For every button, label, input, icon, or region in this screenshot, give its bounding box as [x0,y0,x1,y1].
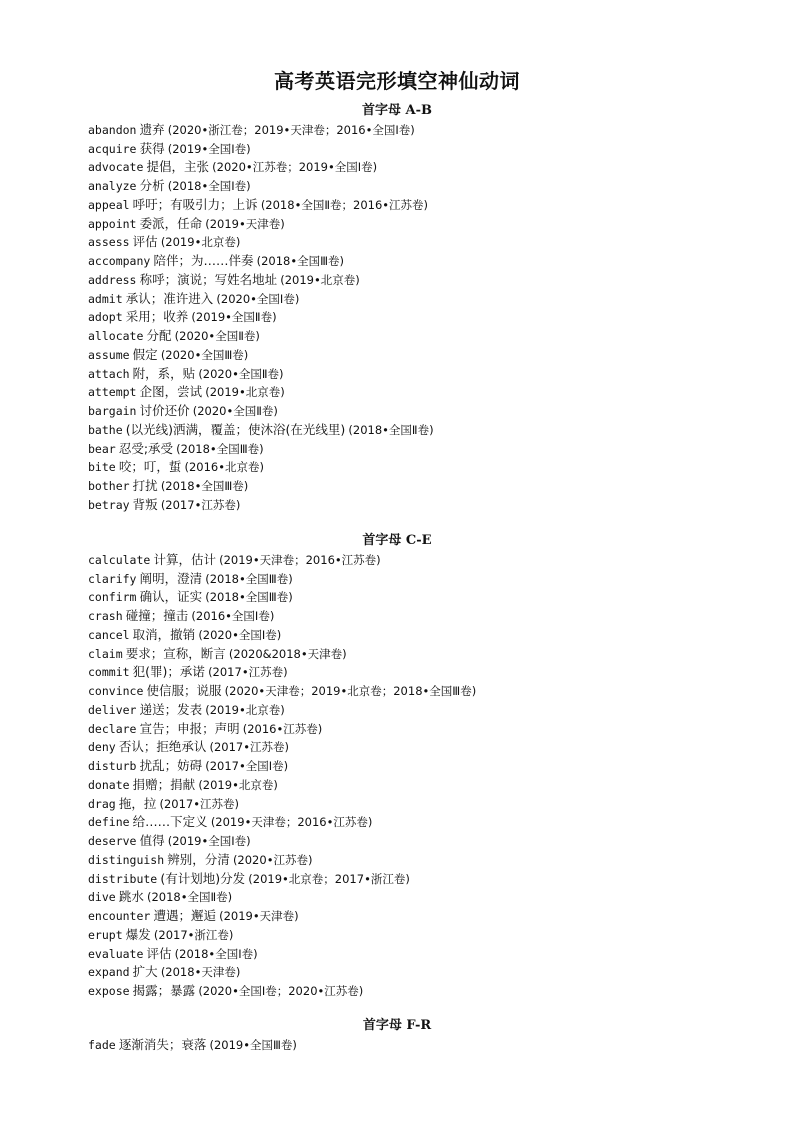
entry-meaning: 宣告；申报；声明 [139,720,240,736]
vocab-entry [88,945,768,964]
vocab-entry [88,720,768,739]
entry-meaning: 附，系，贴 [132,365,196,381]
vocab-entry [88,795,768,814]
entry-word: claim [88,646,123,661]
vocab-entry [88,607,768,626]
entry-meaning: 取消，撤销 [132,626,196,642]
entry-word: acquire [88,141,137,156]
entry-source: (2019•北京卷；2017•浙江卷) [248,871,410,886]
vocab-entry [88,365,768,384]
vocab-entry [88,832,768,851]
entry-word: assume [88,347,130,362]
entry-source: (2020•全国Ⅱ卷) [198,366,284,381]
entry-word: define [88,815,130,830]
entry-word: analyze [88,179,137,194]
vocab-entry [88,907,768,926]
entry-word: accompany [88,254,151,269]
entry-meaning: 拖，拉 [118,795,157,811]
entry-source: (2019•全国Ⅰ卷) [167,141,251,156]
entry-source: (2019•全国Ⅱ卷) [191,310,277,325]
vocab-entry [88,626,768,645]
entry-source: (2017•江苏卷) [159,796,239,811]
entry-source: (2018•全国Ⅱ卷) [348,422,434,437]
entry-word: bite [88,460,116,475]
entry-word: confirm [88,590,137,605]
entry-meaning: 犯(罪)；承诺 [132,664,205,680]
entry-meaning: 阐明，澄清 [139,570,203,586]
vocab-entry [88,926,768,945]
document-title: 高考英语完形填空神仙动词 [274,69,520,93]
entry-source: (2017•江苏卷) [208,665,288,680]
section-heading: 首字母 A-B [362,103,432,118]
entry-word: admit [88,291,123,306]
entry-source: (2016•全国Ⅰ卷) [191,609,275,624]
entry-meaning: 要求；宣称，断言 [125,645,226,661]
entry-word: crash [88,609,123,624]
entry-meaning: 假定 [132,346,158,362]
vocab-entry [88,215,768,234]
entry-source: (2018•全国Ⅲ卷) [256,254,345,269]
vocab-entry [88,1036,768,1055]
entry-word: calculate [88,552,151,567]
entry-meaning: 分析 [139,178,165,194]
entry-meaning: 使信服；说服 [146,683,222,699]
entry-meaning: 评估 [146,945,172,961]
entry-meaning: 获得 [139,140,165,156]
vocab-entry [88,663,768,682]
entry-source: (2019•北京卷) [205,385,285,400]
vocab-entry [88,851,768,870]
entry-source: (2019•全国Ⅰ卷) [167,834,251,849]
entry-source: (2018•全国Ⅰ卷) [174,946,258,961]
entry-meaning: 确认，证实 [139,589,203,605]
vocab-entry [88,738,768,757]
entry-meaning: 值得 [139,833,165,849]
entry-source: (2020•江苏卷) [232,852,313,867]
entry-meaning: 跳水 [118,889,144,905]
vocab-entry [88,776,768,795]
entry-source: (2018•全国Ⅲ卷) [176,441,264,456]
entry-meaning: 遭遇；邂逅 [153,908,216,924]
entry-source: (2017•江苏卷) [160,497,241,512]
vocab-entry [88,496,768,515]
entry-list [88,121,768,515]
entry-source: (2020•江苏卷；2019•全国Ⅰ卷) [212,160,378,175]
vocab-entry [88,196,768,215]
entry-word: clarify [88,571,137,586]
entry-source: (2020•全国Ⅱ卷) [174,329,260,344]
vocab-entry [88,121,768,140]
vocab-entry [88,402,768,421]
entry-word: bargain [88,404,137,419]
entry-meaning: 承认；准许进入 [125,290,214,306]
entry-source: (2020•天津卷；2019•北京卷；2018•全国Ⅲ卷) [224,684,477,699]
entry-meaning: 分配 [146,328,172,344]
entry-meaning: 讨价还价 [139,403,190,419]
entry-word: appoint [88,216,137,231]
entry-source: (2020•全国Ⅲ卷) [160,347,249,362]
entry-meaning: 爆发 [125,926,151,942]
vocab-entry [88,383,768,402]
entry-word: expand [88,965,130,980]
vocab-entry [88,551,768,570]
entry-meaning: 咬；叮，蜇 [118,459,182,475]
entry-word: attach [88,366,130,381]
vocab-entry [88,477,768,496]
vocab-entry [88,233,768,252]
vocab-entry [88,813,768,832]
entry-source: (2018•全国Ⅱ卷) [146,890,233,905]
entry-word: bear [88,441,116,456]
entry-word: cancel [88,627,130,642]
entry-meaning: 辨别，分清 [167,851,230,867]
entry-source: (2017•江苏卷) [209,740,289,755]
entry-word: deserve [88,834,137,849]
entry-meaning: 忍受;承受 [118,440,174,456]
entry-source: (2017•全国Ⅰ卷) [205,759,289,774]
entry-meaning: 揭露；暴露 [132,983,196,999]
entry-meaning: 扩大 [132,964,158,980]
entry-word: dive [88,890,116,905]
entry-source: (2019•天津卷) [219,909,299,924]
vocab-entry [88,271,768,290]
entry-meaning: 递送；发表 [139,701,203,717]
entry-meaning: 捐赠；捐献 [132,776,196,792]
section-heading: 首字母 C-E [362,533,432,548]
vocab-entry [88,888,768,907]
vocab-entry [88,458,768,477]
entry-list [88,1036,768,1055]
entry-meaning: 委派，任命 [139,215,203,231]
section-heading: 首字母 F-R [362,1018,432,1033]
entry-meaning: 逐渐消失；衰落 [118,1036,207,1052]
vocab-entry [88,682,768,701]
entry-word: disturb [88,759,137,774]
entry-word: allocate [88,329,144,344]
entry-word: commit [88,665,130,680]
entry-word: betray [88,497,130,512]
entry-word: appeal [88,197,130,212]
entry-meaning: 采用；收养 [125,309,189,325]
entry-word: expose [88,984,130,999]
entry-meaning: 呼吁；有吸引力；上诉 [132,196,258,212]
entry-source: (2019•天津卷) [205,216,285,231]
entry-meaning: 给……下定义 [132,814,208,830]
vocab-entry [88,252,768,271]
section-f-r [88,1017,768,1055]
entry-word: advocate [88,160,144,175]
vocab-entry [88,308,768,327]
vocab-entry [88,177,768,196]
entry-list [88,551,768,1001]
entry-source: (2019•北京卷) [160,235,241,250]
vocab-entry [88,158,768,177]
entry-meaning: 陪伴；为……伴奏 [153,253,254,269]
entry-source: (2018•天津卷) [160,965,241,980]
entry-word: erupt [88,927,123,942]
entry-word: address [88,272,137,287]
entry-word: fade [88,1037,116,1052]
section-c-e [88,532,768,1001]
vocab-entry [88,290,768,309]
entry-word: bathe [88,422,123,437]
vocab-entry [88,570,768,589]
entry-source: (2018•全国Ⅱ卷；2016•江苏卷) [260,197,429,212]
entry-word: evaluate [88,946,144,961]
vocab-entry [88,440,768,459]
entry-word: convince [88,684,144,699]
entry-meaning: 评估 [132,234,158,250]
entry-word: adopt [88,310,123,325]
vocab-entry [88,757,768,776]
entry-word: deliver [88,702,137,717]
vocab-entry [88,346,768,365]
entry-meaning: 背叛 [132,496,158,512]
entry-word: attempt [88,385,137,400]
entry-word: drag [88,796,116,811]
entry-meaning: 计算，估计 [153,551,216,567]
entry-meaning: 称呼；演说；写姓名地址 [139,271,278,287]
entry-source: (2019•天津卷；2016•江苏卷) [210,815,373,830]
entry-meaning: (以光线)洒满，覆盖；使沐浴(在光线里) [125,421,346,437]
vocab-entry [88,588,768,607]
entry-source: (2019•北京卷) [198,777,278,792]
entry-source: (2019•北京卷) [280,272,360,287]
vocab-entry [88,421,768,440]
vocab-entry [88,140,768,159]
entry-meaning: 扰乱；妨碍 [139,758,203,774]
entry-source: (2020•全国Ⅰ卷) [198,627,282,642]
entry-source: (2020&2018•天津卷) [228,646,347,661]
entry-meaning: 遗弃 [139,121,165,137]
section-a-b [88,102,768,515]
entry-word: bother [88,479,130,494]
entry-source: (2019•天津卷；2016•江苏卷) [219,552,381,567]
entry-source: (2019•北京卷) [205,702,285,717]
vocab-entry [88,327,768,346]
entry-source: (2018•全国Ⅲ卷) [160,479,249,494]
vocab-entry [88,645,768,664]
vocab-entry [88,963,768,982]
entry-word: encounter [88,909,151,924]
vocab-entry [88,870,768,889]
entry-word: donate [88,777,130,792]
entry-word: abandon [88,122,137,137]
entry-meaning: 企图，尝试 [139,384,203,400]
entry-source: (2016•江苏卷) [242,721,323,736]
entry-source: (2018•全国Ⅲ卷) [205,571,293,586]
entry-word: declare [88,721,137,736]
entry-source: (2016•北京卷) [184,460,264,475]
entry-meaning: 碰撞；撞击 [125,608,189,624]
entry-meaning: 提倡，主张 [146,159,210,175]
entry-source: (2020•全国Ⅱ卷) [192,404,278,419]
vocab-entry [88,982,768,1001]
entry-source: (2020•全国Ⅰ卷) [216,291,300,306]
entry-word: distribute [88,871,158,886]
entry-source: (2019•全国Ⅲ卷) [209,1037,297,1052]
entry-word: assess [88,235,130,250]
entry-source: (2017•浙江卷) [153,927,234,942]
entry-word: distinguish [88,852,165,867]
vocab-entry [88,701,768,720]
entry-source: (2020•浙江卷；2019•天津卷；2016•全国Ⅰ卷) [167,122,415,137]
entry-meaning: 否认；拒绝承认 [118,739,207,755]
entry-meaning: 打扰 [132,478,158,494]
entry-source: (2018•全国Ⅰ卷) [167,179,251,194]
entry-source: (2018•全国Ⅲ卷) [205,590,293,605]
entry-source: (2020•全国Ⅰ卷；2020•江苏卷) [198,984,364,999]
entry-word: deny [88,740,116,755]
entry-meaning: (有计划地)分发 [160,870,246,886]
